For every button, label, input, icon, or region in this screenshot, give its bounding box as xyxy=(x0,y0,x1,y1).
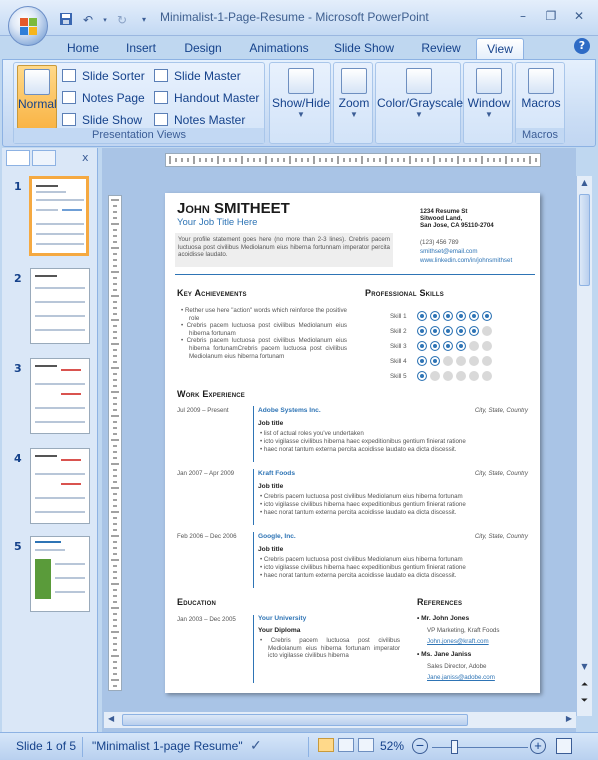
skill-dot xyxy=(482,371,492,381)
profile-box xyxy=(175,233,393,267)
header-divider xyxy=(175,274,535,275)
education-bullets xyxy=(260,637,400,660)
handout-master-label: Handout Master xyxy=(174,91,260,105)
scroll-thumb[interactable] xyxy=(579,194,590,286)
job-bullet: • Crebris pacem luctuosa post civilibus Mediolanum eius hiberna fortunam xyxy=(260,556,463,563)
skill-dot xyxy=(482,356,492,366)
phone: (123) 456 789 xyxy=(420,239,459,246)
address-line: 1234 Resume St xyxy=(420,208,468,215)
window-icon xyxy=(476,68,502,94)
window-button[interactable] xyxy=(465,65,513,129)
zoom-button[interactable] xyxy=(335,65,373,129)
skill-dot xyxy=(456,326,466,336)
job-title: Job title xyxy=(258,546,284,553)
show-hide-label: Show/Hide xyxy=(271,96,331,110)
macros-label: Macros xyxy=(521,96,561,110)
color-grayscale-icon xyxy=(406,68,432,94)
skill-dot xyxy=(443,311,453,321)
chevron-down-icon: ▼ xyxy=(415,110,423,119)
ruler-icon xyxy=(288,68,314,94)
status-bar xyxy=(0,732,598,760)
color-grayscale-button[interactable] xyxy=(377,65,464,129)
handout-master-button[interactable] xyxy=(154,88,259,108)
zoom-level[interactable]: 52% xyxy=(380,739,405,753)
job-location: City, State, Country xyxy=(474,407,528,414)
job-bullet: • haec norat tantum externa percita acoidisse laudato ea dicta discessit. xyxy=(260,509,457,516)
skill-dot xyxy=(469,311,479,321)
job-location: City, State, Country xyxy=(474,470,528,477)
slide-thumbnail[interactable] xyxy=(30,536,90,612)
undo-dropdown-icon[interactable]: ▾ xyxy=(103,16,107,24)
redo-icon[interactable]: ↻ xyxy=(116,13,128,27)
slide-show-icon xyxy=(62,113,76,126)
job-bullet: • icto vigilasse civilibus hiberna haec expeditionibus gentium finierat ratione xyxy=(260,564,466,571)
tab-home[interactable]: Home xyxy=(66,41,99,55)
education-bullet: • Crebris pacem luctuosa post civilibus Mediolanum eius hiberna fortunam imperator icto vigilasse civilibus hiberna xyxy=(260,637,400,660)
notes-master-label: Notes Master xyxy=(174,113,246,127)
minimize-button[interactable]: – xyxy=(520,9,526,23)
education-school: Your University xyxy=(258,615,307,622)
address-line: Sitwood Land, xyxy=(420,215,463,222)
horizontal-scrollbar[interactable] xyxy=(104,712,576,728)
customize-toolbar-icon[interactable]: ▾ xyxy=(141,15,146,24)
timeline-line xyxy=(253,532,254,588)
skill-dot xyxy=(430,326,440,336)
skill-dot xyxy=(417,326,427,336)
reference-role: Sales Director, Adobe xyxy=(427,663,487,670)
skill-dot xyxy=(469,371,479,381)
education-diploma: Your Diploma xyxy=(258,627,301,634)
divider xyxy=(82,737,83,757)
reference-name: • Ms. Jane Janiss xyxy=(417,651,472,658)
education-dates: Jan 2003 – Dec 2005 xyxy=(177,616,236,623)
next-slide-icon[interactable]: ⏷ xyxy=(580,696,589,706)
job-bullet: • list of actual roles you've undertaken xyxy=(260,430,364,437)
tab-slide-show[interactable]: Slide Show xyxy=(333,41,395,55)
slides-tab[interactable] xyxy=(6,150,30,166)
reference-role: VP Marketing, Kraft Foods xyxy=(427,627,500,634)
outline-tab[interactable] xyxy=(32,150,56,166)
slide-number: 3 xyxy=(14,362,22,375)
key-achievements-heading: Key Achievements xyxy=(177,288,247,298)
achievement-item: • Rether use here "action" words which reinforce the positive role xyxy=(181,307,347,322)
zoom-in-icon[interactable]: + xyxy=(530,738,546,754)
window-controls xyxy=(510,6,592,26)
achievement-item: • Crebris pacem luctuosa post civilibus Mediolanum eius hiberna fortunam xyxy=(181,322,347,337)
scroll-up-icon[interactable]: ▲ xyxy=(581,178,588,187)
job-company: Google, Inc. xyxy=(258,533,296,540)
job-title: Job title xyxy=(258,483,284,490)
zoom-label: Zoom xyxy=(338,96,370,110)
skill-label: Skill 4 xyxy=(390,358,407,365)
color-grayscale-label: Color/Grayscale xyxy=(377,96,464,110)
normal-view-button[interactable] xyxy=(17,65,57,129)
window-label: Window xyxy=(467,96,511,110)
slide-number: 4 xyxy=(14,452,22,465)
notes-page-button[interactable] xyxy=(62,88,145,108)
skill-dot xyxy=(430,371,440,381)
quick-access-toolbar xyxy=(58,11,152,29)
notes-page-label: Notes Page xyxy=(82,91,145,105)
slide-sorter-icon xyxy=(62,69,76,82)
skill-dot xyxy=(443,341,453,351)
tab-design[interactable]: Design xyxy=(184,41,222,55)
skill-dot xyxy=(482,326,492,336)
chevron-down-icon: ▼ xyxy=(297,110,305,119)
notes-master-button[interactable] xyxy=(154,110,245,130)
slide-sorter-button[interactable] xyxy=(62,66,145,86)
skill-dot xyxy=(469,356,479,366)
skill-dot xyxy=(469,341,479,351)
theme-name: "Minimalist 1-page Resume" xyxy=(92,739,243,753)
timeline-line xyxy=(253,469,254,525)
divider xyxy=(308,737,309,757)
slide-canvas[interactable] xyxy=(165,193,540,693)
resume-name: John SMITHEET xyxy=(177,200,290,217)
references-heading: References xyxy=(417,597,463,607)
office-logo-icon xyxy=(20,18,38,36)
skill-dot xyxy=(417,356,427,366)
job-bullet: • icto vigilasse civilibus hiberna haec expeditionibus gentium finierat ratione xyxy=(260,438,466,445)
slide-indicator: Slide 1 of 5 xyxy=(16,739,77,753)
timeline-line xyxy=(253,615,254,683)
macros-group-label: Macros xyxy=(516,128,564,143)
skill-dot xyxy=(443,356,453,366)
job-company: Kraft Foods xyxy=(258,470,295,477)
skill-dot xyxy=(443,371,453,381)
job-dates: Feb 2006 – Dec 2006 xyxy=(177,533,237,540)
education-heading: Education xyxy=(177,597,217,607)
chevron-down-icon: ▼ xyxy=(350,110,358,119)
tab-animations[interactable]: Animations xyxy=(249,41,309,55)
spell-check-icon[interactable]: ✓ xyxy=(250,737,262,753)
reference-email[interactable]: John.jones@kraft.com xyxy=(427,638,489,645)
skill-label: Skill 2 xyxy=(390,328,407,335)
scroll-down-icon[interactable]: ▼ xyxy=(581,662,588,671)
show-hide-button[interactable] xyxy=(271,65,331,129)
macros-icon xyxy=(528,68,554,94)
vertical-scrollbar[interactable] xyxy=(576,176,592,716)
horizontal-ruler[interactable] xyxy=(165,153,541,167)
show-hide-group xyxy=(269,62,331,144)
skill-dot xyxy=(456,371,466,381)
slide-master-icon xyxy=(154,69,168,82)
slide-number: 2 xyxy=(14,272,22,285)
notes-page-icon xyxy=(62,91,76,104)
macros-button[interactable] xyxy=(517,65,565,129)
previous-slide-icon[interactable]: ⏶ xyxy=(580,680,589,690)
skill-dot xyxy=(417,311,427,321)
macros-group xyxy=(515,62,565,144)
normal-view-icon xyxy=(24,69,50,95)
slide-number: 1 xyxy=(14,180,22,193)
resume-job-title: Your Job Title Here xyxy=(177,217,258,228)
skill-dot xyxy=(430,311,440,321)
scroll-right-icon[interactable]: ▶ xyxy=(565,714,572,723)
work-experience-heading: Work Experience xyxy=(177,389,246,399)
slide-show-button[interactable] xyxy=(62,110,142,130)
reference-email[interactable]: Jane.janiss@adobe.com xyxy=(427,674,495,681)
window-group xyxy=(463,62,513,144)
skill-dot xyxy=(456,356,466,366)
skill-label: Skill 3 xyxy=(390,343,407,350)
slide-sorter-icon[interactable] xyxy=(338,738,354,752)
skill-label: Skill 5 xyxy=(390,373,407,380)
slide-show-label: Slide Show xyxy=(82,113,143,127)
slide-master-label: Slide Master xyxy=(174,69,241,83)
job-title: Job title xyxy=(258,420,284,427)
ribbon xyxy=(2,59,596,147)
job-bullet: • haec norat tantum externa percita acoidisse laudato ea dicta discessit. xyxy=(260,446,457,453)
skill-dot xyxy=(482,341,492,351)
normal-view-icon[interactable] xyxy=(318,738,334,752)
skill-dot xyxy=(443,326,453,336)
skill-dot xyxy=(469,326,479,336)
achievements-list xyxy=(181,307,347,360)
achievement-item: • Crebris pacem luctuosa post civilibus Mediolanum eius hiberna fortunamCrebris pacem luctuosa post civilibus Mediolanum eius hiberna fortunam xyxy=(181,337,347,360)
normal-label: Normal xyxy=(18,97,57,111)
job-company: Adobe Systems Inc. xyxy=(258,407,321,414)
address-line: San Jose, CA 95110-2704 xyxy=(420,222,494,229)
zoom-group xyxy=(333,62,373,144)
handout-master-icon xyxy=(154,91,168,104)
zoom-slider[interactable] xyxy=(432,747,528,748)
slide-thumbnail[interactable] xyxy=(30,358,90,434)
vertical-ruler[interactable] xyxy=(108,195,122,691)
undo-icon[interactable]: ↶ xyxy=(82,13,94,27)
professional-skills-heading: Professional Skills xyxy=(365,288,444,298)
magnifier-icon xyxy=(341,68,367,94)
scroll-thumb[interactable] xyxy=(122,714,468,726)
slide-thumbnail[interactable] xyxy=(30,268,90,344)
skill-dot xyxy=(417,371,427,381)
email: smithset@email.com xyxy=(420,248,478,255)
job-location: City, State, Country xyxy=(474,533,528,540)
profile-statement: Your profile statement goes here (no more than 2-3 lines). Crebris pacem luctuosa post civilibus Mediolanum eius hiberna fortunnam imperator percita acoidisse laudato. xyxy=(178,236,390,259)
help-icon[interactable]: ? xyxy=(574,38,590,54)
skill-dot xyxy=(482,311,492,321)
close-icon[interactable]: x xyxy=(82,151,89,164)
job-dates: Jan 2007 – Apr 2009 xyxy=(177,470,235,477)
slide-sorter-label: Slide Sorter xyxy=(82,69,145,83)
timeline-line xyxy=(253,406,254,462)
office-button[interactable] xyxy=(8,6,48,46)
job-bullet: • haec norat tantum externa percita acoidisse laudato ea dicta discessit. xyxy=(260,572,457,579)
color-grayscale-group xyxy=(375,62,464,144)
skill-label: Skill 1 xyxy=(390,313,407,320)
slide-thumbnail[interactable] xyxy=(30,448,90,524)
scroll-left-icon[interactable]: ◀ xyxy=(108,714,115,723)
notes-master-icon xyxy=(154,113,168,126)
restore-button[interactable]: ❐ xyxy=(545,9,557,23)
tab-view[interactable]: View xyxy=(476,38,524,60)
skill-dot xyxy=(430,356,440,366)
save-icon[interactable] xyxy=(58,12,74,28)
slide-thumbnail[interactable] xyxy=(29,176,89,256)
slide-master-button[interactable] xyxy=(154,66,241,86)
skill-dot xyxy=(456,311,466,321)
linkedin: www.linkedin.com/in/johnsmithset xyxy=(420,257,513,264)
fit-to-window-icon[interactable] xyxy=(556,738,572,754)
zoom-slider-thumb[interactable] xyxy=(451,740,458,754)
slide-show-icon[interactable] xyxy=(358,738,374,752)
reference-name: • Mr. John Jones xyxy=(417,615,470,622)
presentation-views-label: Presentation Views xyxy=(14,128,264,143)
zoom-out-icon[interactable]: − xyxy=(412,738,428,754)
job-bullet: • icto vigilasse civilibus hiberna haec expeditionibus gentium finierat ratione xyxy=(260,501,466,508)
slide-number: 5 xyxy=(14,540,22,553)
presentation-views-group xyxy=(13,62,265,144)
tab-review[interactable]: Review xyxy=(421,41,461,55)
window-title: Minimalist-1-Page-Resume - Microsoft PowerPoint xyxy=(160,10,429,24)
chevron-down-icon: ▼ xyxy=(485,110,493,119)
ribbon-tabs xyxy=(0,36,598,60)
skill-dot xyxy=(456,341,466,351)
skill-dot xyxy=(417,341,427,351)
job-bullet: • Crebris pacem luctuosa post civilibus Mediolanum eius hiberna fortunam xyxy=(260,493,463,500)
job-dates: Jul 2009 – Present xyxy=(177,407,229,414)
close-button[interactable]: ✕ xyxy=(573,9,585,23)
skill-dot xyxy=(430,341,440,351)
tab-insert[interactable]: Insert xyxy=(125,41,156,55)
